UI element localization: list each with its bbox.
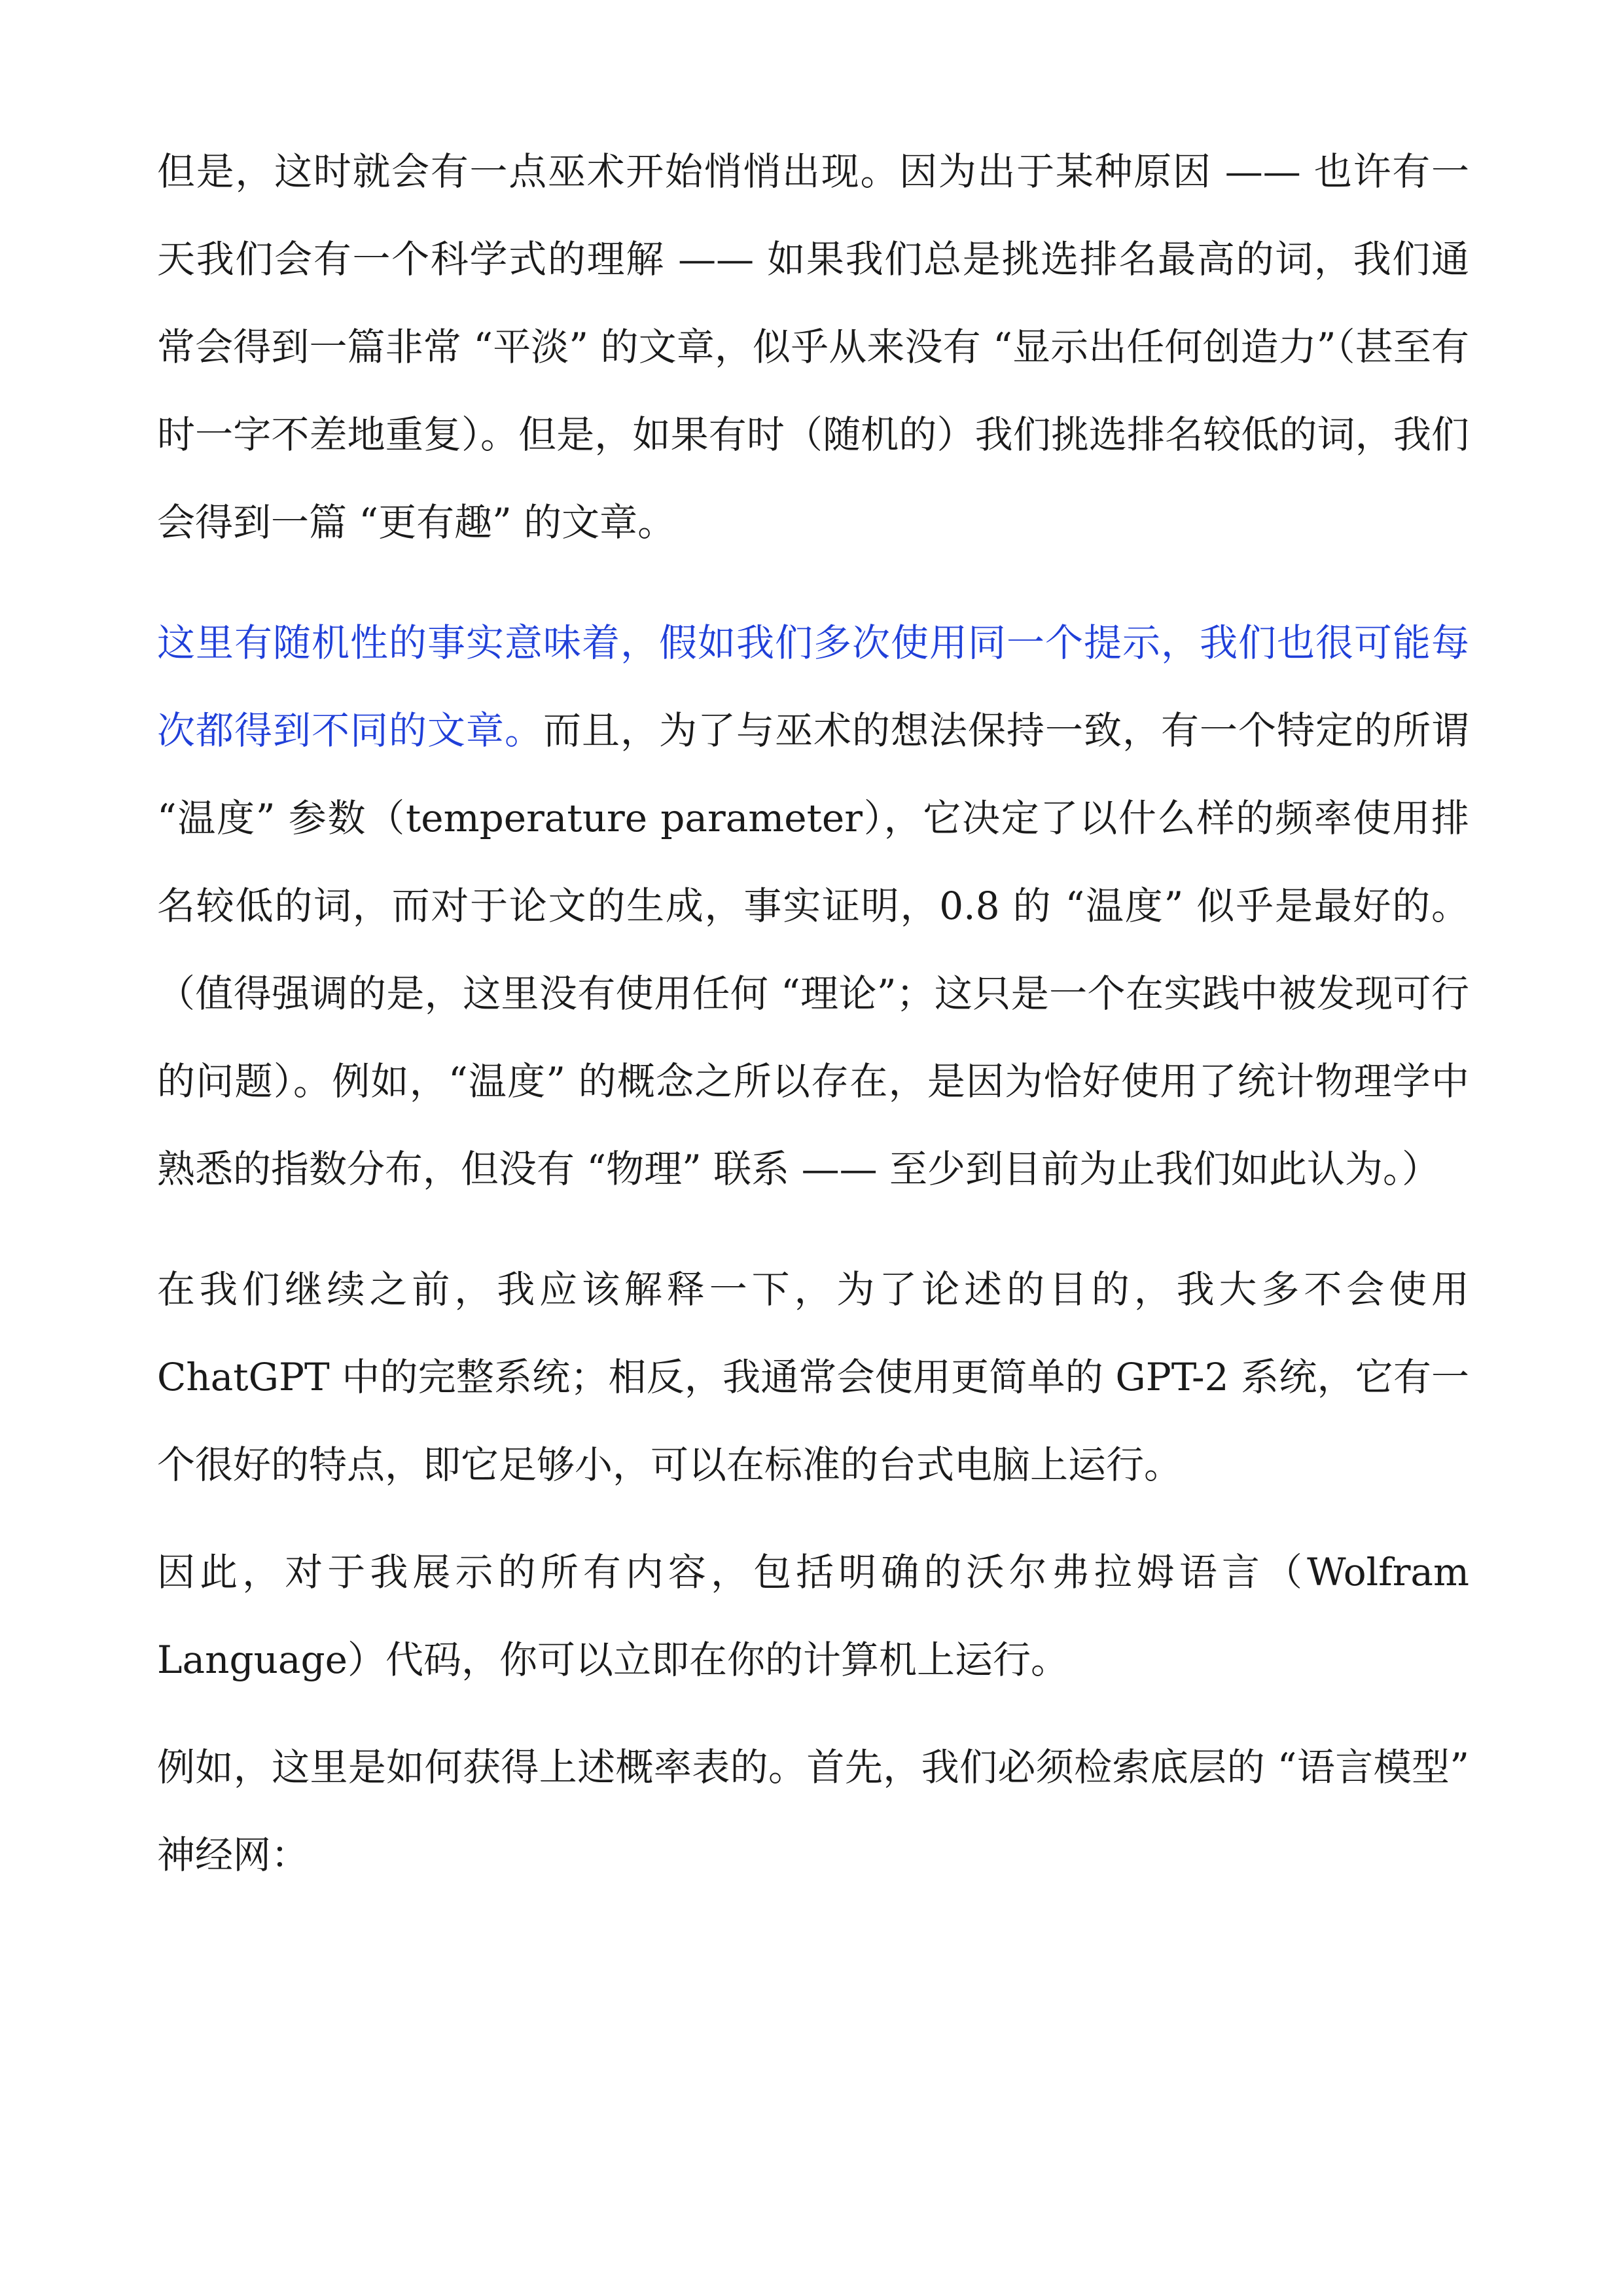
document-page [157, 128, 1469, 1899]
highlighted-sentence: 这里有随机性的事实意味着，假如我们多次使用同一个提示，我们也很可能每次都得到不同的文章。 [157, 620, 1469, 753]
paragraph-randomness-intro: 但是，这时就会有一点巫术开始悄悄出现。因为出于某种原因 —— 也许有一天我们会有一个科学式的理解 —— 如果我们总是挑选排名最高的词，我们通常会得到一篇非常 “平淡” 的文章，似乎从来没有 “显示出任何创造力”（甚至有时一字不差地重复）。但是，如果有时（随机的）我们挑选排名较低的词，我们会得到一篇 “更有趣” 的文章。 [157, 149, 1469, 545]
paragraph-wolfram-language: 因此，对于我展示的所有内容，包括明确的沃尔弗拉姆语言（Wolfram Language）代码，你可以立即在你的计算机上运行。 [157, 1550, 1469, 1682]
paragraph-gpt2-note: 在我们继续之前，我应该解释一下，为了论述的目的，我大多不会使用 ChatGPT 中的完整系统；相反，我通常会使用更简单的 GPT-2 系统，它有一个很好的特点，即它足够小，可以在标准的台式电脑上运行。 [157, 1267, 1469, 1487]
paragraph-temperature-rest: 而且，为了与巫术的想法保持一致，有一个特定的所谓 “温度” 参数（temperature parameter），它决定了以什么样的频率使用排名较低的词，而对于论文的生成，事实证明，0.8 的 “温度” 似乎是最好的。（值得强调的是，这里没有使用任何 “理论”；这只是一个在实践中被发现可行的问题）。例如，“温度” 的概念之所以存在，是因为恰好使用了统计物理学中熟悉的指数分布，但没有 “物理” 联系 —— 至少到目前为止我们如此认为。） [157, 708, 1469, 1191]
paragraph-probability-table: 例如，这里是如何获得上述概率表的。首先，我们必须检索底层的 “语言模型” 神经网： [157, 1745, 1469, 1877]
paragraph-temperature [157, 599, 1469, 1213]
